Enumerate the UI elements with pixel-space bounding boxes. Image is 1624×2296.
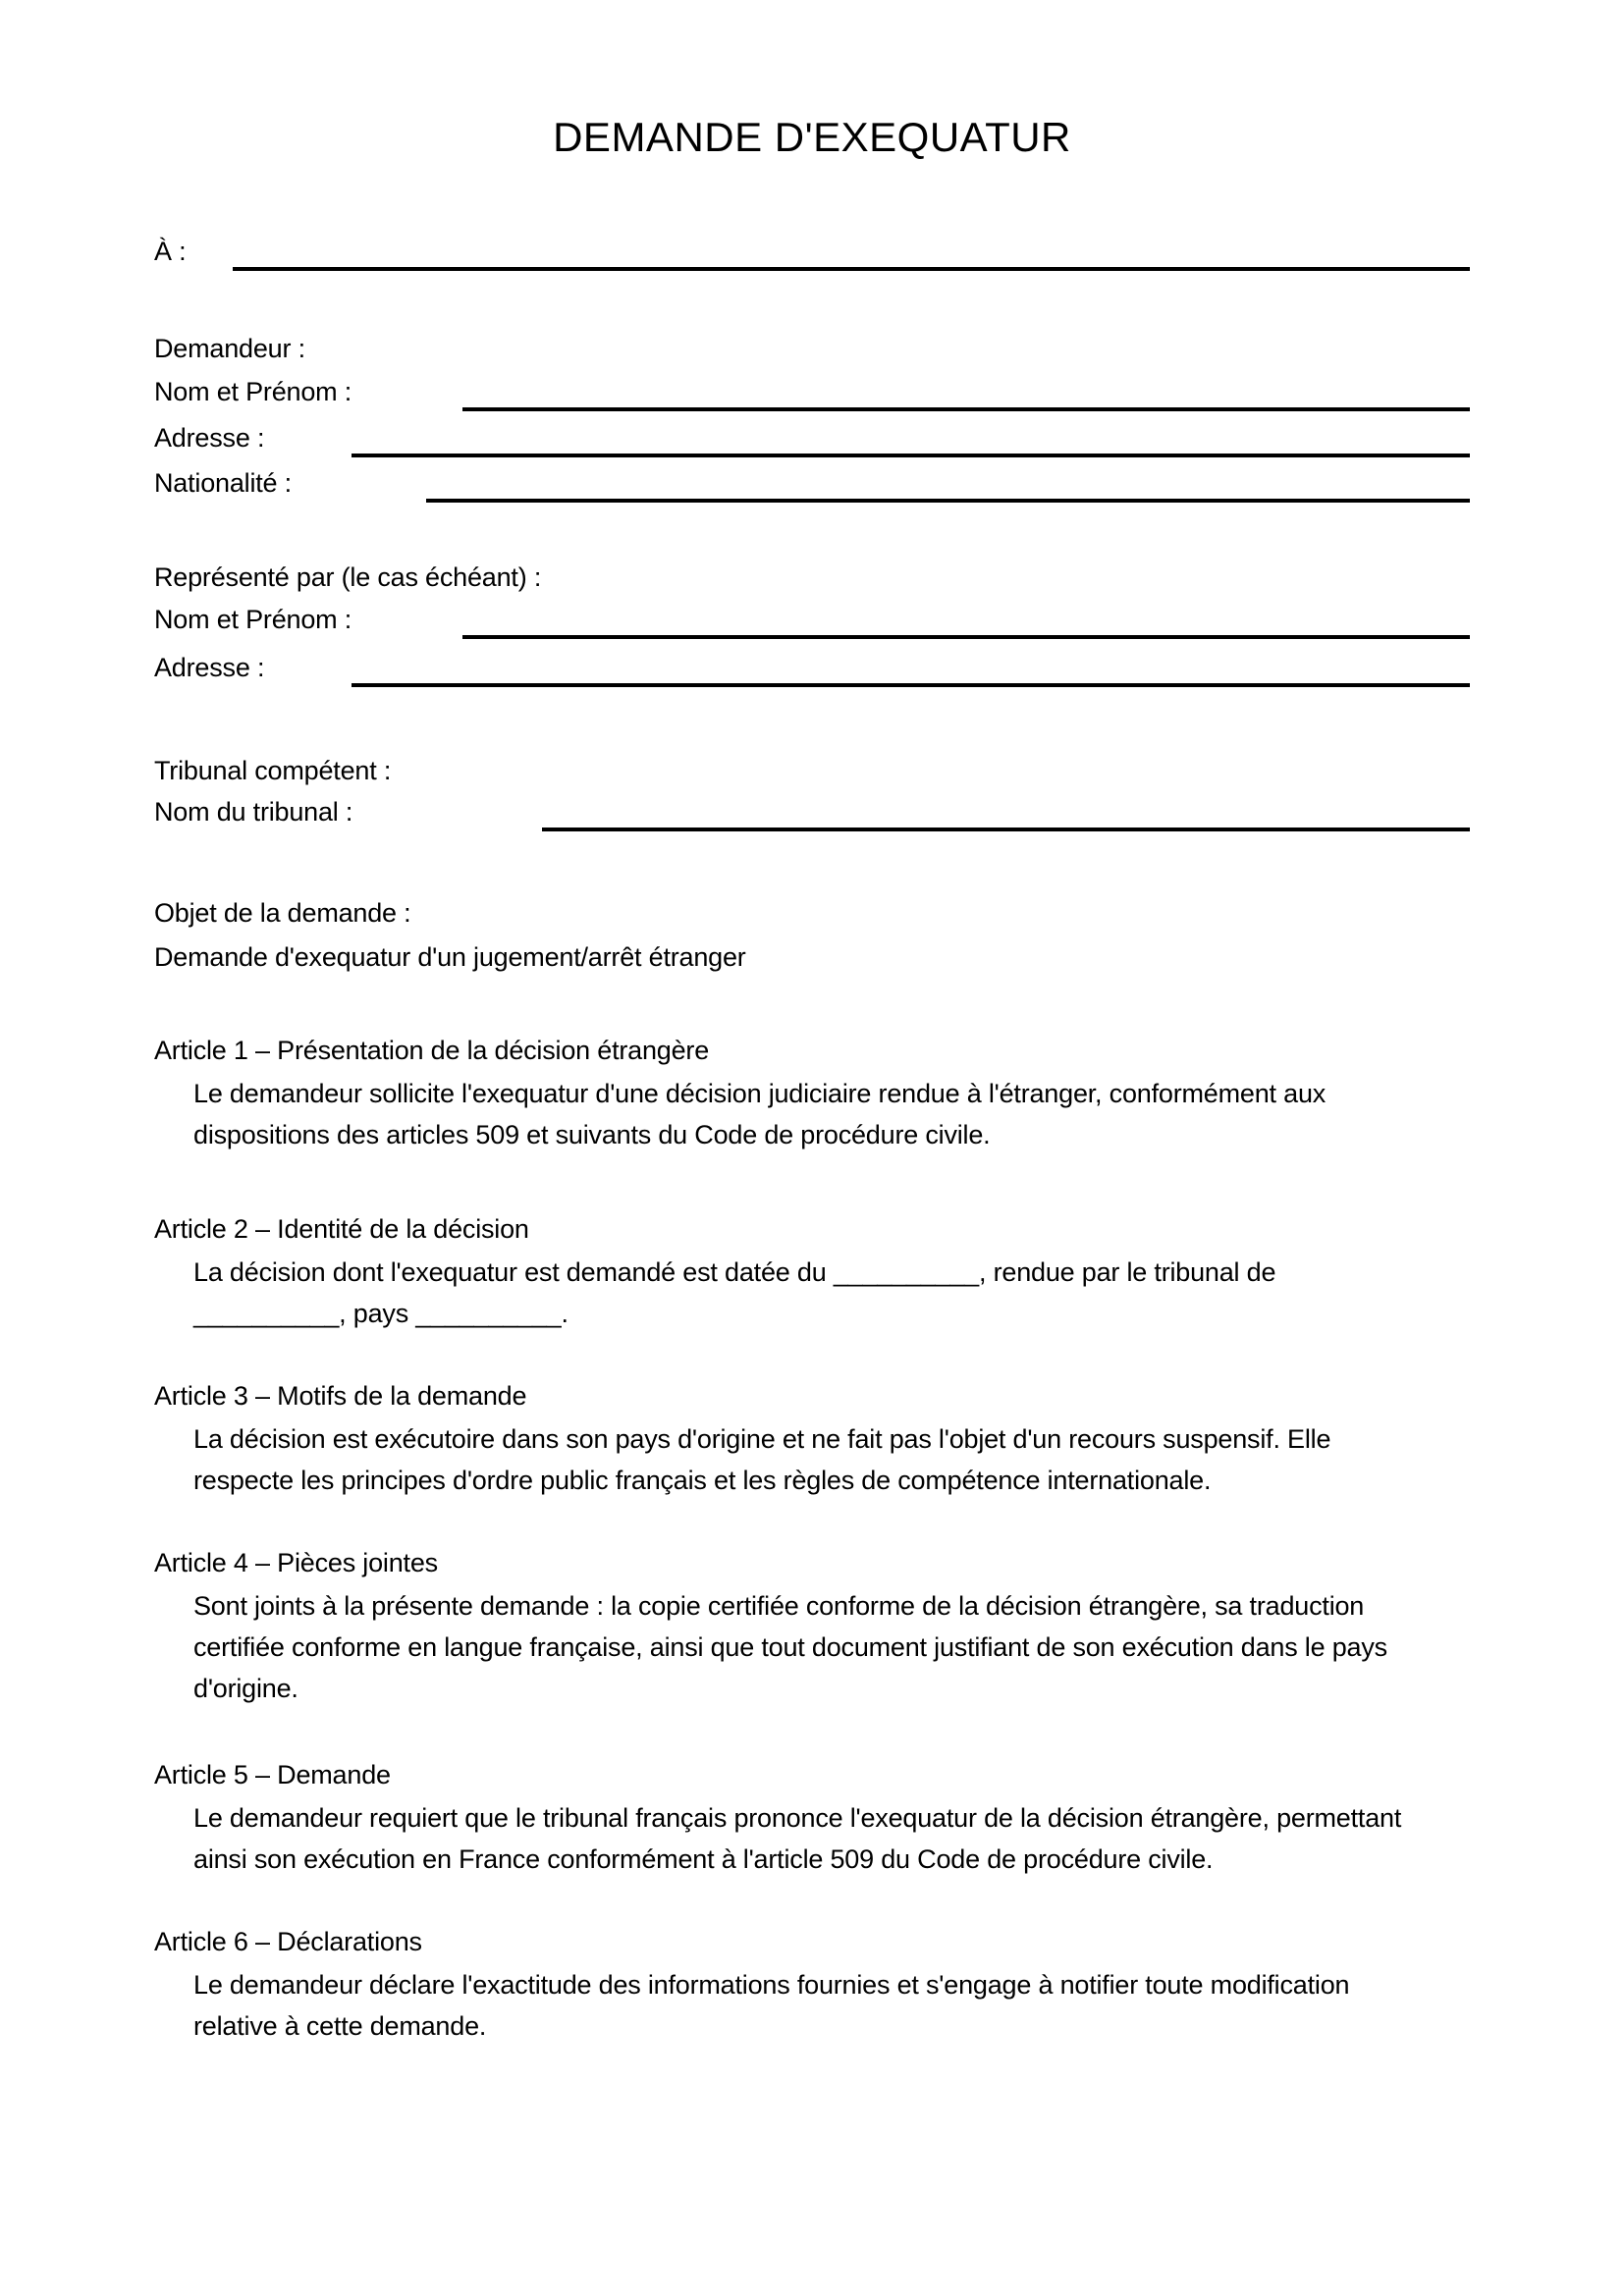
article-2-heading: Article 2 – Identité de la décision [154,1214,529,1244]
article-5-heading: Article 5 – Demande [154,1760,391,1789]
field-demandeur-adresse [154,416,1470,459]
section-objet-heading: Objet de la demande : [154,898,411,928]
article-5-body [193,1797,1480,1880]
field-representant-adresse [154,646,1470,689]
field-demandeur-adresse-label: Adresse : [154,423,265,453]
article-6-body-line: relative à cette demande. [193,2011,487,2041]
field-demandeur-nom [154,370,1470,413]
article-1-heading: Article 1 – Présentation de la décision étrangère [154,1036,710,1065]
field-demandeur-nom-label: Nom et Prénom : [154,377,352,406]
article-3-body-line: respecte les principes d'ordre public français et les règles de compétence internationale. [193,1466,1212,1495]
article-2-body-line: __________, pays __________. [193,1299,568,1328]
article-3-heading: Article 3 – Motifs de la demande [154,1381,527,1411]
field-tribunal-nom-fill-line [542,828,1470,831]
field-recipient-fill-line [233,267,1470,271]
field-demandeur-nom-fill-line [462,407,1470,411]
field-representant-nom-label: Nom et Prénom : [154,605,352,634]
section-representant-heading: Représenté par (le cas échéant) : [154,562,542,592]
article-1-body [193,1073,1480,1155]
article-6-body [193,1964,1480,2047]
field-representant-nom-fill-line [462,635,1470,639]
article-2-body [193,1252,1480,1334]
article-1-body-line: dispositions des articles 509 et suivants du Code de procédure civile. [193,1120,991,1149]
article-6-heading: Article 6 – Déclarations [154,1927,422,1956]
article-4-body [193,1585,1480,1709]
article-3-body [193,1418,1480,1501]
article-3-body-line: La décision est exécutoire dans son pays d'origine et ne fait pas l'objet d'un recours suspensif. Elle [193,1424,1331,1454]
article-5-body-line: ainsi son exécution en France conformément à l'article 509 du Code de procédure civile. [193,1844,1214,1874]
field-demandeur-nationalite-label: Nationalité : [154,468,292,498]
field-representant-adresse-label: Adresse : [154,653,265,682]
field-representant-nom [154,598,1470,641]
article-6-body-line: Le demandeur déclare l'exactitude des informations fournies et s'engage à notifier toute modification [193,1970,1350,2000]
article-4-heading: Article 4 – Pièces jointes [154,1548,438,1577]
field-tribunal-nom [154,790,1470,833]
article-2-body-line: La décision dont l'exequatur est demandé est datée du __________, rendue par le tribunal de [193,1257,1276,1287]
section-objet-text: Demande d'exequatur d'un jugement/arrêt étranger [154,942,746,972]
article-4-body-line: certifiée conforme en langue française, ainsi que tout document justifiant de son exécution dans le pays [193,1632,1387,1662]
article-4-body-line: Sont joints à la présente demande : la copie certifiée conforme de la décision étrangère, sa traduction [193,1591,1365,1621]
document-title: DEMANDE D'EXEQUATUR [553,114,1071,160]
section-demandeur-heading: Demandeur : [154,334,305,363]
field-recipient [154,230,1470,273]
article-4-body-line: d'origine. [193,1674,298,1703]
field-tribunal-nom-label: Nom du tribunal : [154,797,353,827]
article-5-body-line: Le demandeur requiert que le tribunal français prononce l'exequatur de la décision étrangère, permettant [193,1803,1402,1833]
field-demandeur-adresse-fill-line [352,454,1470,457]
section-tribunal-heading: Tribunal compétent : [154,756,392,785]
article-1-body-line: Le demandeur sollicite l'exequatur d'une décision judiciaire rendue à l'étranger, conformément aux [193,1079,1326,1108]
field-representant-adresse-fill-line [352,683,1470,687]
field-demandeur-nationalite-fill-line [426,499,1470,503]
field-demandeur-nationalite [154,461,1470,505]
field-recipient-label: À : [154,237,187,266]
